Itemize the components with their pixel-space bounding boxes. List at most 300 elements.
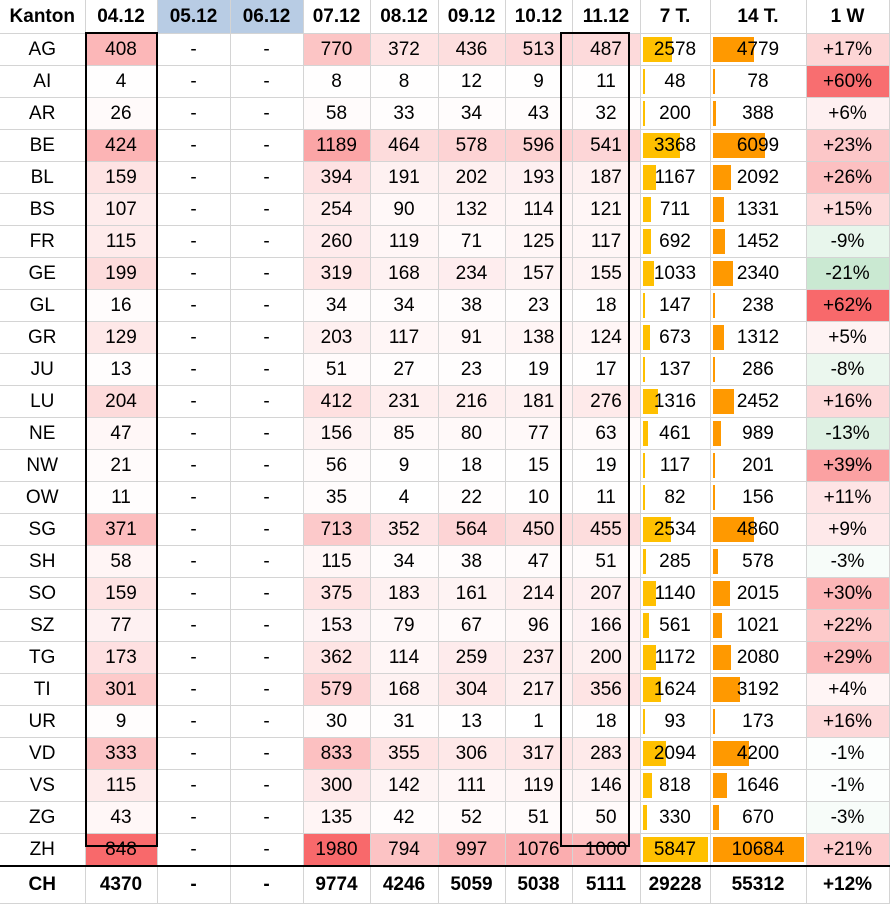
bar-value: 286 bbox=[742, 358, 774, 380]
cell-1112: 117 bbox=[572, 226, 640, 258]
cell-1112: 146 bbox=[572, 770, 640, 802]
cell-7-days bbox=[640, 834, 710, 867]
cell-0512: - bbox=[157, 130, 230, 162]
bar-14-days bbox=[713, 197, 724, 222]
cell-14-days bbox=[710, 386, 806, 418]
cell-0412: 159 bbox=[85, 162, 157, 194]
cell-14-days bbox=[710, 34, 806, 66]
cell-0612: - bbox=[230, 418, 303, 450]
cell-1-week-change: +11% bbox=[806, 482, 889, 514]
cell-1012: 114 bbox=[505, 194, 572, 226]
kanton-cell: AR bbox=[0, 98, 85, 130]
cell-0912: 18 bbox=[438, 450, 505, 482]
cell-0412: 11 bbox=[85, 482, 157, 514]
cell-1112: 121 bbox=[572, 194, 640, 226]
cell-0712: 35 bbox=[303, 482, 370, 514]
cell-1012: 96 bbox=[505, 610, 572, 642]
kanton-cell: GE bbox=[0, 258, 85, 290]
cell-1012: 181 bbox=[505, 386, 572, 418]
bar-value: 4779 bbox=[736, 38, 780, 60]
cell-0912: 13 bbox=[438, 706, 505, 738]
kanton-cell: BL bbox=[0, 162, 85, 194]
cell-0812: 372 bbox=[370, 34, 438, 66]
table-row bbox=[0, 738, 889, 770]
bar-14-days bbox=[713, 389, 734, 414]
header-7-days: 7 T. bbox=[640, 0, 710, 34]
cell-0912: 38 bbox=[438, 546, 505, 578]
table-row bbox=[0, 322, 889, 354]
cell-0712: 30 bbox=[303, 706, 370, 738]
cell-0612: - bbox=[230, 610, 303, 642]
cell-0612: - bbox=[230, 226, 303, 258]
cell-7-days bbox=[640, 290, 710, 322]
table-row bbox=[0, 66, 889, 98]
cell-0612: - bbox=[230, 642, 303, 674]
cell-0812: 168 bbox=[370, 674, 438, 706]
bar-value: 1140 bbox=[654, 582, 696, 604]
cell-1012: 77 bbox=[505, 418, 572, 450]
cell-1112: 487 bbox=[572, 34, 640, 66]
bar-value: 3368 bbox=[653, 134, 697, 156]
cell-7-days bbox=[640, 226, 710, 258]
cell-0812: 168 bbox=[370, 258, 438, 290]
cell-0812: 231 bbox=[370, 386, 438, 418]
cell-0512: - bbox=[157, 258, 230, 290]
bar-value: 1021 bbox=[736, 614, 780, 636]
bar-value: 2080 bbox=[736, 646, 780, 668]
cell-0712: 8 bbox=[303, 66, 370, 98]
cell-0512: - bbox=[157, 386, 230, 418]
table-row bbox=[0, 194, 889, 226]
bar-value: 989 bbox=[742, 422, 774, 444]
table-row bbox=[0, 802, 889, 834]
cell-1-week-change: +12% bbox=[806, 866, 889, 904]
header-1112: 11.12 bbox=[572, 0, 640, 34]
kanton-cell: BE bbox=[0, 130, 85, 162]
cell-1112: 356 bbox=[572, 674, 640, 706]
cell-0512: - bbox=[157, 354, 230, 386]
cell-0412: 77 bbox=[85, 610, 157, 642]
bar-7-days bbox=[643, 421, 648, 446]
bar-value: 4200 bbox=[736, 742, 780, 764]
cell-0412: 4 bbox=[85, 66, 157, 98]
cell-0412: 371 bbox=[85, 514, 157, 546]
bar-value: 2534 bbox=[653, 518, 697, 540]
cell-0912: 52 bbox=[438, 802, 505, 834]
bar-value: 673 bbox=[659, 326, 691, 348]
cell-1-week-change: +9% bbox=[806, 514, 889, 546]
bar-7-days bbox=[643, 69, 645, 94]
bar-value: 1172 bbox=[654, 646, 696, 668]
bar-14-days bbox=[713, 805, 719, 830]
cell-0512: - bbox=[157, 418, 230, 450]
cell-0512: - bbox=[157, 34, 230, 66]
cell-0412: 173 bbox=[85, 642, 157, 674]
cell-1012: 47 bbox=[505, 546, 572, 578]
cell-0612: - bbox=[230, 578, 303, 610]
cell-1012: 317 bbox=[505, 738, 572, 770]
header-0412: 04.12 bbox=[85, 0, 157, 34]
cell-14-days: 55312 bbox=[710, 866, 806, 904]
bar-14-days bbox=[713, 485, 715, 510]
cell-0512: - bbox=[157, 546, 230, 578]
cell-0812: 352 bbox=[370, 514, 438, 546]
cell-0412: 58 bbox=[85, 546, 157, 578]
bar-7-days bbox=[643, 709, 645, 734]
bar-value: 1624 bbox=[653, 678, 697, 700]
table-row bbox=[0, 834, 889, 867]
bar-value: 93 bbox=[664, 710, 686, 732]
cell-0912: 71 bbox=[438, 226, 505, 258]
cell-7-days bbox=[640, 674, 710, 706]
cell-1012: 15 bbox=[505, 450, 572, 482]
header-0812: 08.12 bbox=[370, 0, 438, 34]
cell-1112: 455 bbox=[572, 514, 640, 546]
bar-14-days bbox=[713, 581, 730, 606]
cell-0512: - bbox=[157, 290, 230, 322]
cell-14-days bbox=[710, 834, 806, 867]
bar-7-days bbox=[643, 261, 654, 286]
cell-0412: 848 bbox=[85, 834, 157, 867]
cell-0612: - bbox=[230, 674, 303, 706]
cell-0512: - bbox=[157, 226, 230, 258]
cell-0912: 259 bbox=[438, 642, 505, 674]
bar-7-days bbox=[643, 805, 647, 830]
cell-0712: 394 bbox=[303, 162, 370, 194]
bar-7-days bbox=[643, 293, 645, 318]
cell-0712: 58 bbox=[303, 98, 370, 130]
table-row bbox=[0, 258, 889, 290]
cell-0612: - bbox=[230, 98, 303, 130]
cell-0412: 43 bbox=[85, 802, 157, 834]
cell-1-week-change: +39% bbox=[806, 450, 889, 482]
cell-1012: 138 bbox=[505, 322, 572, 354]
cell-14-days bbox=[710, 482, 806, 514]
bar-14-days bbox=[713, 229, 725, 254]
bar-value: 10684 bbox=[731, 838, 785, 860]
cell-0412: 107 bbox=[85, 194, 157, 226]
cell-0812: 119 bbox=[370, 226, 438, 258]
cell-7-days bbox=[640, 610, 710, 642]
bar-value: 1316 bbox=[653, 390, 697, 412]
cell-14-days bbox=[710, 578, 806, 610]
cell-0512: - bbox=[157, 802, 230, 834]
cell-1-week-change: -8% bbox=[806, 354, 889, 386]
cell-7-days bbox=[640, 130, 710, 162]
cell-0912: 38 bbox=[438, 290, 505, 322]
cell-0712: 1189 bbox=[303, 130, 370, 162]
bar-value: 1167 bbox=[654, 166, 696, 188]
bar-value: 561 bbox=[659, 614, 691, 636]
header-kanton: Kanton bbox=[0, 0, 85, 34]
cell-0612: - bbox=[230, 770, 303, 802]
kanton-cell: SO bbox=[0, 578, 85, 610]
cell-0912: 111 bbox=[438, 770, 505, 802]
table-row bbox=[0, 98, 889, 130]
cell-1012: 217 bbox=[505, 674, 572, 706]
cell-0612: - bbox=[230, 546, 303, 578]
cell-1112: 19 bbox=[572, 450, 640, 482]
cell-1012: 214 bbox=[505, 578, 572, 610]
cell-1112: 1000 bbox=[572, 834, 640, 867]
table-row bbox=[0, 482, 889, 514]
bar-value: 578 bbox=[742, 550, 774, 572]
kanton-cell: FR bbox=[0, 226, 85, 258]
bar-7-days bbox=[643, 101, 645, 126]
bar-14-days bbox=[713, 421, 721, 446]
cell-0612: - bbox=[230, 354, 303, 386]
cell-1012: 237 bbox=[505, 642, 572, 674]
cell-0512: - bbox=[157, 322, 230, 354]
bar-14-days bbox=[713, 709, 715, 734]
kanton-cell: TI bbox=[0, 674, 85, 706]
bar-14-days bbox=[713, 165, 731, 190]
bar-14-days bbox=[713, 69, 715, 94]
bar-14-days bbox=[713, 613, 722, 638]
cell-0412: 408 bbox=[85, 34, 157, 66]
table-row bbox=[0, 610, 889, 642]
cell-0412: 47 bbox=[85, 418, 157, 450]
bar-7-days bbox=[643, 645, 656, 670]
header-1-week-change: 1 W bbox=[806, 0, 889, 34]
cell-7-days bbox=[640, 578, 710, 610]
bar-value: 201 bbox=[742, 454, 774, 476]
bar-value: 2340 bbox=[736, 262, 780, 284]
cell-0812: 142 bbox=[370, 770, 438, 802]
cell-0612: - bbox=[230, 866, 303, 904]
cell-7-days bbox=[640, 418, 710, 450]
bar-value: 173 bbox=[742, 710, 774, 732]
bar-14-days bbox=[713, 357, 715, 382]
cell-1112: 18 bbox=[572, 290, 640, 322]
cell-0712: 833 bbox=[303, 738, 370, 770]
cell-1112: 18 bbox=[572, 706, 640, 738]
cell-7-days bbox=[640, 354, 710, 386]
cell-1-week-change: +29% bbox=[806, 642, 889, 674]
cell-7-days: 29228 bbox=[640, 866, 710, 904]
cell-0412: 301 bbox=[85, 674, 157, 706]
table-row bbox=[0, 514, 889, 546]
cell-7-days bbox=[640, 34, 710, 66]
cell-14-days bbox=[710, 354, 806, 386]
bar-value: 1312 bbox=[736, 326, 780, 348]
table-row bbox=[0, 642, 889, 674]
cell-0912: 216 bbox=[438, 386, 505, 418]
cell-0712: 319 bbox=[303, 258, 370, 290]
cell-14-days bbox=[710, 98, 806, 130]
cell-14-days bbox=[710, 290, 806, 322]
cell-14-days bbox=[710, 738, 806, 770]
cell-1012: 1 bbox=[505, 706, 572, 738]
cell-0612: - bbox=[230, 130, 303, 162]
cell-0912: 12 bbox=[438, 66, 505, 98]
kanton-cell: CH bbox=[0, 866, 85, 904]
cell-0612: - bbox=[230, 834, 303, 867]
bar-value: 82 bbox=[664, 486, 686, 508]
cell-0412: 159 bbox=[85, 578, 157, 610]
cell-1112: 207 bbox=[572, 578, 640, 610]
cell-1112: 63 bbox=[572, 418, 640, 450]
cell-0712: 135 bbox=[303, 802, 370, 834]
cell-0412: 4370 bbox=[85, 866, 157, 904]
cell-0512: - bbox=[157, 98, 230, 130]
cell-1012: 19 bbox=[505, 354, 572, 386]
kanton-cell: VD bbox=[0, 738, 85, 770]
cell-14-days bbox=[710, 194, 806, 226]
bar-value: 1452 bbox=[736, 230, 780, 252]
cell-14-days bbox=[710, 706, 806, 738]
cell-1112: 32 bbox=[572, 98, 640, 130]
cell-1-week-change: -1% bbox=[806, 770, 889, 802]
cell-0712: 579 bbox=[303, 674, 370, 706]
cell-7-days bbox=[640, 770, 710, 802]
cell-0912: 5059 bbox=[438, 866, 505, 904]
cell-1-week-change: -9% bbox=[806, 226, 889, 258]
cell-0812: 34 bbox=[370, 290, 438, 322]
header-14-days: 14 T. bbox=[710, 0, 806, 34]
bar-value: 117 bbox=[659, 454, 691, 476]
cell-1-week-change: +30% bbox=[806, 578, 889, 610]
bar-14-days bbox=[713, 293, 715, 318]
cell-7-days bbox=[640, 642, 710, 674]
cell-0912: 564 bbox=[438, 514, 505, 546]
cell-1-week-change: +16% bbox=[806, 706, 889, 738]
cell-0712: 1980 bbox=[303, 834, 370, 867]
cell-0912: 578 bbox=[438, 130, 505, 162]
bar-14-days bbox=[713, 453, 715, 478]
kanton-cell: NW bbox=[0, 450, 85, 482]
cell-0912: 132 bbox=[438, 194, 505, 226]
cell-0412: 21 bbox=[85, 450, 157, 482]
cell-1012: 1076 bbox=[505, 834, 572, 867]
cell-0512: - bbox=[157, 66, 230, 98]
table-row bbox=[0, 34, 889, 66]
table-row bbox=[0, 546, 889, 578]
kanton-cell: SG bbox=[0, 514, 85, 546]
kanton-cell: GL bbox=[0, 290, 85, 322]
cell-0412: 115 bbox=[85, 226, 157, 258]
bar-7-days bbox=[643, 197, 651, 222]
cell-7-days bbox=[640, 322, 710, 354]
cell-7-days bbox=[640, 738, 710, 770]
cell-0712: 203 bbox=[303, 322, 370, 354]
bar-7-days bbox=[643, 485, 645, 510]
cell-0512: - bbox=[157, 770, 230, 802]
cell-0712: 153 bbox=[303, 610, 370, 642]
table-row bbox=[0, 578, 889, 610]
table-row bbox=[0, 386, 889, 418]
kanton-cell: UR bbox=[0, 706, 85, 738]
kanton-cell: BS bbox=[0, 194, 85, 226]
cell-14-days bbox=[710, 514, 806, 546]
table-row bbox=[0, 354, 889, 386]
cell-14-days bbox=[710, 546, 806, 578]
bar-value: 2452 bbox=[736, 390, 780, 412]
cell-0712: 713 bbox=[303, 514, 370, 546]
cell-1-week-change: +26% bbox=[806, 162, 889, 194]
cell-0812: 4 bbox=[370, 482, 438, 514]
cell-0612: - bbox=[230, 706, 303, 738]
kanton-cell: AI bbox=[0, 66, 85, 98]
cell-0712: 362 bbox=[303, 642, 370, 674]
kanton-cell: SH bbox=[0, 546, 85, 578]
table-row bbox=[0, 290, 889, 322]
bar-value: 5847 bbox=[653, 838, 697, 860]
cell-7-days bbox=[640, 706, 710, 738]
cell-0712: 115 bbox=[303, 546, 370, 578]
bar-value: 2094 bbox=[653, 742, 697, 764]
bar-14-days bbox=[713, 101, 716, 126]
cell-0412: 199 bbox=[85, 258, 157, 290]
cell-7-days bbox=[640, 450, 710, 482]
header-0512: 05.12 bbox=[157, 0, 230, 34]
cell-7-days bbox=[640, 194, 710, 226]
cell-1012: 119 bbox=[505, 770, 572, 802]
cell-1012: 10 bbox=[505, 482, 572, 514]
kanton-cell: JU bbox=[0, 354, 85, 386]
cell-1112: 17 bbox=[572, 354, 640, 386]
cell-0512: - bbox=[157, 674, 230, 706]
bar-value: 388 bbox=[742, 102, 774, 124]
bar-value: 1646 bbox=[736, 774, 780, 796]
table-row bbox=[0, 162, 889, 194]
cell-0912: 997 bbox=[438, 834, 505, 867]
cell-14-days bbox=[710, 322, 806, 354]
cell-1-week-change: +4% bbox=[806, 674, 889, 706]
cell-14-days bbox=[710, 162, 806, 194]
cell-0512: - bbox=[157, 514, 230, 546]
cell-0612: - bbox=[230, 194, 303, 226]
bar-14-days bbox=[713, 677, 740, 702]
cell-1112: 200 bbox=[572, 642, 640, 674]
cell-0812: 794 bbox=[370, 834, 438, 867]
cell-0412: 16 bbox=[85, 290, 157, 322]
cell-0512: - bbox=[157, 610, 230, 642]
bar-value: 48 bbox=[664, 70, 686, 92]
cell-1012: 157 bbox=[505, 258, 572, 290]
bar-7-days bbox=[643, 325, 650, 350]
bar-7-days bbox=[643, 613, 649, 638]
kanton-cell: TG bbox=[0, 642, 85, 674]
bar-value: 2015 bbox=[736, 582, 780, 604]
cell-1112: 11 bbox=[572, 66, 640, 98]
bar-value: 4860 bbox=[736, 518, 780, 540]
cell-0612: - bbox=[230, 258, 303, 290]
cell-1112: 187 bbox=[572, 162, 640, 194]
cell-7-days bbox=[640, 66, 710, 98]
cell-1012: 9 bbox=[505, 66, 572, 98]
cell-0512: - bbox=[157, 162, 230, 194]
cell-0912: 23 bbox=[438, 354, 505, 386]
bar-14-days bbox=[713, 325, 724, 350]
cell-1112: 50 bbox=[572, 802, 640, 834]
cell-1-week-change: +21% bbox=[806, 834, 889, 867]
cell-7-days bbox=[640, 514, 710, 546]
cell-0512: - bbox=[157, 482, 230, 514]
bar-value: 78 bbox=[747, 70, 769, 92]
bar-value: 6099 bbox=[736, 134, 780, 156]
cell-1-week-change: +5% bbox=[806, 322, 889, 354]
cell-14-days bbox=[710, 418, 806, 450]
cell-0412: 26 bbox=[85, 98, 157, 130]
cell-0812: 9 bbox=[370, 450, 438, 482]
cell-14-days bbox=[710, 226, 806, 258]
cell-0712: 770 bbox=[303, 34, 370, 66]
header-1012: 10.12 bbox=[505, 0, 572, 34]
cell-1-week-change: -3% bbox=[806, 546, 889, 578]
cell-0812: 355 bbox=[370, 738, 438, 770]
bar-value: 147 bbox=[659, 294, 691, 316]
